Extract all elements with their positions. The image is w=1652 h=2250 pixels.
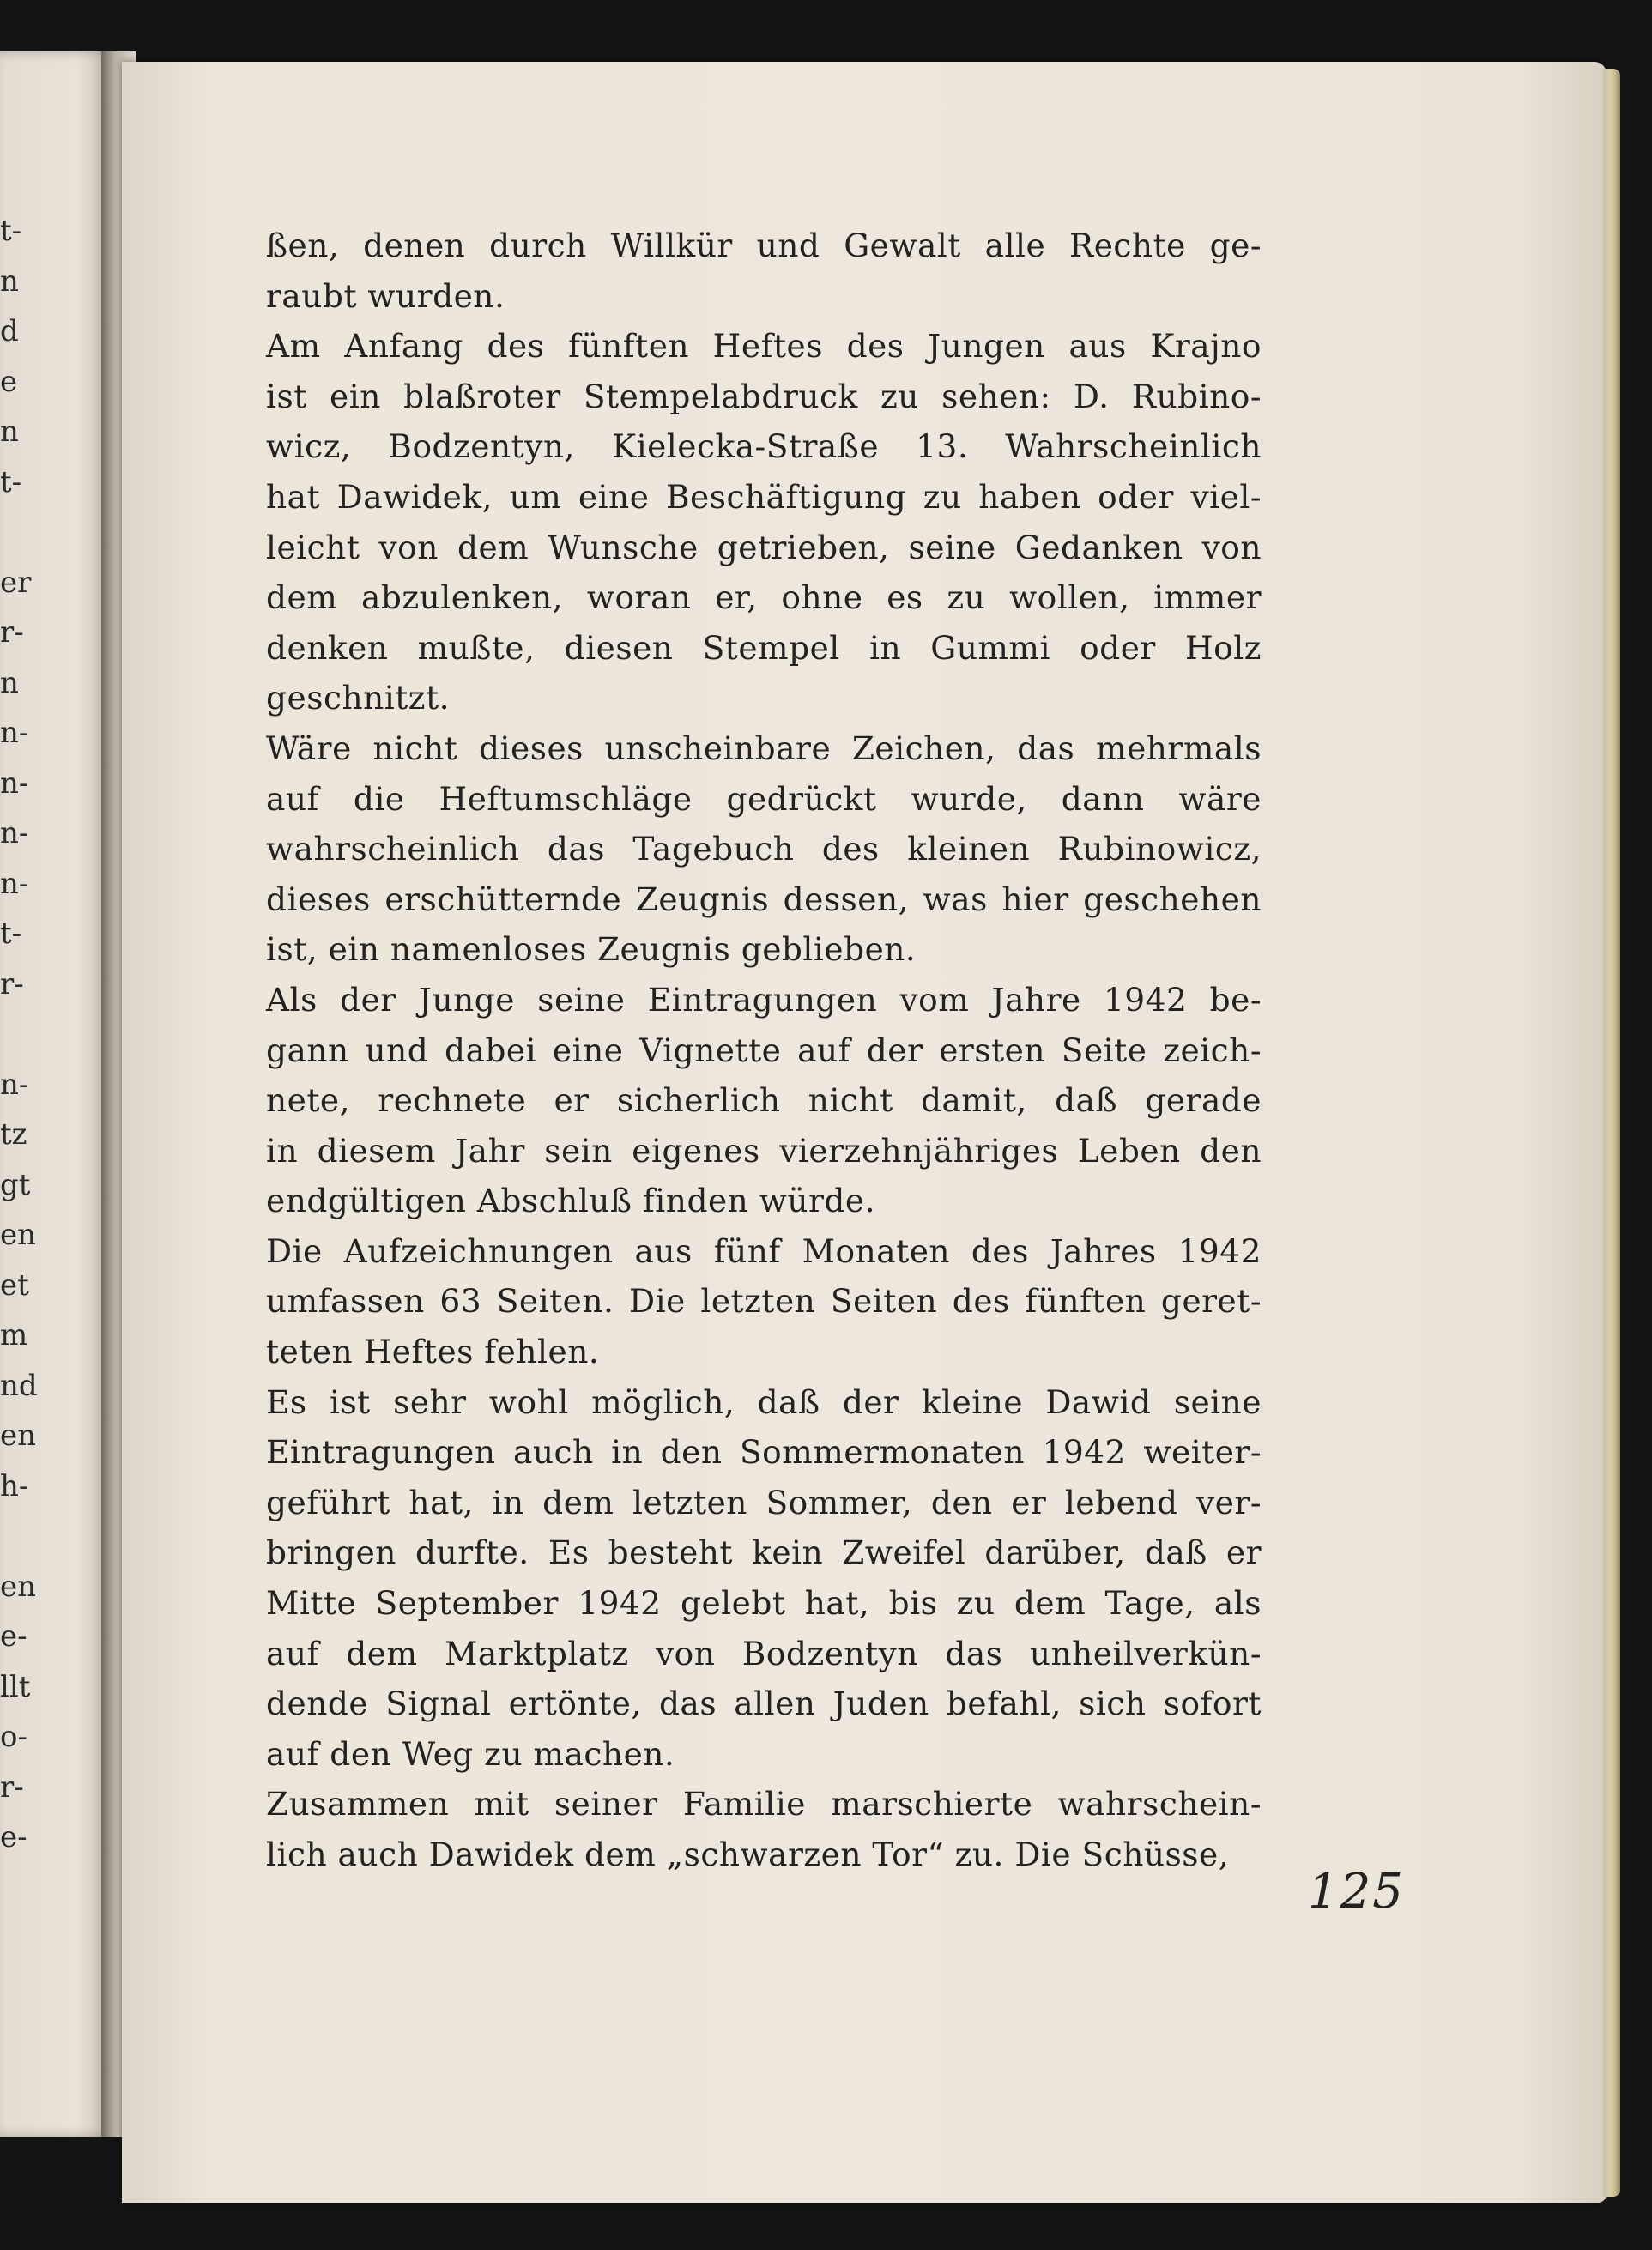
text-line: Am Anfang des fünften Heftes des Jungen aus Krajno [266, 327, 1262, 366]
text-line: auf den Weg zu machen. [266, 1734, 675, 1773]
left-margin-fragment: r- [0, 615, 24, 650]
page-edge [1603, 69, 1620, 2197]
left-margin-fragment [0, 1009, 34, 1060]
text-line: wahrscheinlich das Tagebuch des kleinen Rubinowicz, [266, 830, 1262, 868]
text-line: geschnitzt. [266, 679, 451, 717]
text-line: endgültigen Abschluß finden würde. [266, 1182, 876, 1220]
left-margin-fragment: n [0, 665, 19, 700]
text-line: gann und dabei eine Vignette auf der ersten Seite zeich- [266, 1031, 1262, 1069]
paragraph [266, 1226, 1262, 1377]
left-margin-fragment: r- [0, 1769, 24, 1805]
left-margin-fragment: t- [0, 916, 22, 951]
left-margin-fragment: e- [0, 1820, 27, 1854]
left-margin-fragment: llt [0, 1669, 31, 1704]
page-number: 125 [1308, 1864, 1405, 1920]
left-margin-fragment: en [0, 1418, 37, 1453]
left-margin-fragment: t- [0, 214, 22, 248]
text-line: auf dem Marktplatz von Bodzentyn das unheilverkün- [266, 1634, 1262, 1672]
text-line: dieses erschütternde Zeugnis dessen, was hier geschehen [266, 880, 1262, 918]
paragraph [266, 975, 1262, 1226]
left-margin-fragment: en [0, 1569, 37, 1604]
left-margin-fragment: n- [0, 765, 29, 801]
left-margin-fragment: o- [0, 1720, 27, 1754]
paragraph [266, 221, 1262, 321]
left-margin-fragment: e- [0, 1619, 27, 1654]
left-margin-fragment: n [0, 263, 19, 299]
paragraph [266, 1779, 1262, 1879]
left-margin-fragment [0, 1511, 34, 1562]
left-margin-fragment: r- [0, 966, 24, 1001]
paragraph [266, 321, 1262, 723]
text-line: Zusammen mit seiner Familie marschierte wahrschein- [266, 1785, 1262, 1824]
text-line: dende Signal ertönte, das allen Juden befahl, sich sofort [266, 1684, 1262, 1723]
text-line: nete, rechnete er sicherlich nicht damit, daß gerade [266, 1081, 1262, 1120]
text-line: dem abzulenken, woran er, ohne es zu wollen, immer [266, 578, 1262, 617]
text-line: wicz, Bodzentyn, Kielecka-Straße 13. Wahrscheinlich [266, 427, 1262, 466]
text-line: teten Heftes fehlen. [266, 1333, 600, 1371]
text-line: ist, ein namenloses Zeugnis geblieben. [266, 930, 917, 969]
left-margin-fragment: n- [0, 816, 29, 850]
text-line: auf die Heftumschläge gedrückt wurde, dann wäre [266, 779, 1262, 818]
left-margin-fragment: d [0, 314, 19, 348]
left-margin-fragment: nd [0, 1368, 38, 1403]
left-margin-fragment: n- [0, 1067, 29, 1102]
left-margin-fragment: n- [0, 866, 29, 901]
text-line: hat Dawidek, um eine Beschäftigung zu haben oder viel- [266, 477, 1262, 516]
text-line: Mitte September 1942 gelebt hat, bis zu dem Tage, als [266, 1584, 1262, 1623]
text-line: geführt hat, in dem letzten Sommer, den er lebend ver- [266, 1483, 1262, 1521]
left-margin-fragment: t- [0, 464, 22, 499]
left-margin-fragment: n- [0, 716, 29, 750]
text-line: Es ist sehr wohl möglich, daß der kleine Dawid seine [266, 1382, 1262, 1421]
left-page-margin-text [0, 206, 38, 1863]
left-margin-fragment: en [0, 1218, 37, 1252]
left-margin-fragment: e [0, 364, 18, 399]
body-text [266, 221, 1262, 1880]
text-line: lich auch Dawidek dem „schwarzen Tor“ zu. Die Schüsse, [266, 1836, 1230, 1873]
left-margin-fragment: er [0, 565, 32, 600]
left-margin-fragment: n [0, 414, 19, 449]
text-line: bringen durfte. Es besteht kein Zweifel darüber, daß er [266, 1533, 1262, 1572]
left-margin-fragment [0, 507, 34, 558]
text-line: raubt wurden. [266, 276, 505, 315]
left-margin-fragment: et [0, 1267, 29, 1303]
left-margin-fragment: h- [0, 1468, 29, 1503]
left-margin-fragment: gt [0, 1167, 31, 1202]
text-line: leicht von dem Wunsche getrieben, seine Gedanken von [266, 528, 1262, 566]
text-line: denken mußte, diesen Stempel in Gummi oder Holz [266, 628, 1262, 667]
left-margin-fragment: tz [0, 1117, 27, 1152]
text-line: Als der Junge seine Eintragungen vom Jahre 1942 be- [266, 980, 1262, 1019]
text-line: ßen, denen durch Willkür und Gewalt alle Rechte ge- [266, 227, 1262, 264]
text-line: Die Aufzeichnungen aus fünf Monaten des Jahres 1942 [266, 1231, 1262, 1270]
paragraph [266, 723, 1262, 975]
text-line: in diesem Jahr sein eigenes vierzehnjähriges Leben den [266, 1131, 1262, 1170]
left-margin-fragment: m [0, 1318, 28, 1352]
text-line: Eintragungen auch in den Sommermonaten 1942 weiter- [266, 1433, 1262, 1472]
text-line: umfassen 63 Seiten. Die letzten Seiten des fünften geret- [266, 1282, 1262, 1321]
paragraph [266, 1377, 1262, 1780]
text-line: ist ein blaßroter Stempelabdruck zu sehen: D. Rubino- [266, 377, 1262, 415]
text-line: Wäre nicht dieses unscheinbare Zeichen, das mehrmals [266, 729, 1262, 767]
